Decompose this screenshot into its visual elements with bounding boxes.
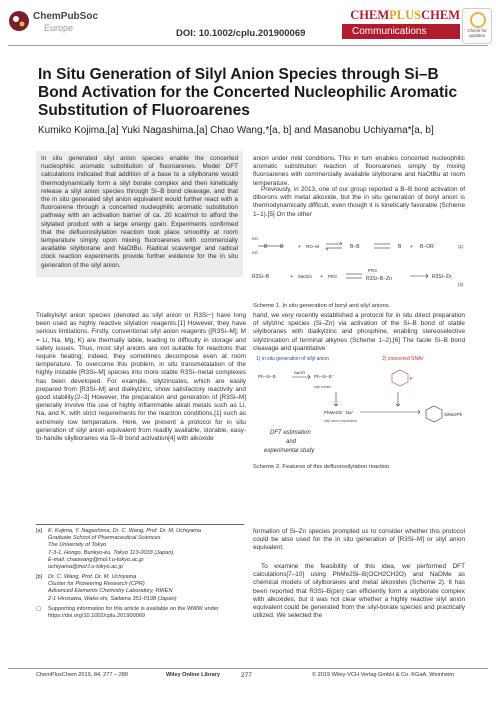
scheme1-p: PR3	[328, 274, 337, 279]
scheme2-caption: Scheme 2. Features of this defluorosilylation reaction.	[253, 464, 391, 470]
scheme1-figure	[250, 232, 470, 294]
svg-text:PhMe2Si⁻ Na⁺: PhMe2Si⁻ Na⁺	[324, 410, 355, 415]
scheme1-zn: Me2Zn	[298, 274, 313, 279]
doi-text[interactable]: DOI: 10.1002/cplu.201900069	[176, 28, 306, 39]
svg-text:R3Si−Zn: R3Si−Zn	[432, 274, 452, 280]
svg-text:B−B: B−B	[350, 244, 360, 250]
svg-text:R3Si−B−Zn: R3Si−B−Zn	[366, 276, 392, 282]
body-paragraph: formation of Si–Zn species prompted us to consider whether this protocol could be also used for the in situ generation of [R3Si–M] or silyl anion equivalent.	[253, 528, 465, 552]
header-divider	[8, 45, 488, 46]
scheme2-label1: 1) in situ generation of silyl anion	[256, 356, 329, 362]
journal-name: CHEMPLUSCHEM	[350, 8, 460, 22]
footer-divider	[8, 668, 488, 669]
svg-text:B: B	[264, 244, 268, 250]
body-paragraph: Previously, in 2013, one of our group reported a B–B bond activation of diborons with metal alkoxide, but the in situ generation of boryl anion is thermodynamically difficult, even though it is kinetically favorable (Scheme 1–1).[5] On the other	[253, 186, 465, 218]
svg-text:PR3: PR3	[368, 268, 377, 273]
page-number: 277	[241, 672, 252, 679]
svg-text:B: B	[280, 244, 284, 250]
scheme1-ro: RO	[252, 236, 258, 241]
affiliation-tag: [a]	[36, 528, 43, 534]
affiliation-divider	[36, 524, 244, 525]
footer-library-link[interactable]: Wiley Online Library	[166, 672, 221, 678]
supporting-info-icon: ▢	[36, 606, 42, 612]
scheme2-dft2: and	[286, 439, 297, 445]
svg-text:+: +	[290, 274, 293, 280]
svg-text:RO: RO	[252, 250, 258, 255]
scheme1-eq2-label: (2)	[458, 282, 464, 287]
scheme2-dft3: experimental study	[264, 448, 315, 454]
scheme2-reagent: NaOR	[294, 370, 306, 375]
footer-copyright: © 2019 Wiley-VCH Verlag GmbH & Co. KGaA, Weinheim	[312, 672, 455, 678]
svg-text:SiMe2Ph: SiMe2Ph	[444, 412, 463, 417]
affiliation-a: K. Kojima, Y. Nagashima, Dr. C. Wang, Prof. Dr. M. Uchiyama Graduate School of Pharmaceutical Sciences The University of Tokyo 7-3-1, Hongo, Bunkyo-ku, Tokyo 113-0033 (Japan) E-mail: chaowang@mol.f.u-tokyo.ac.jp uchiyama@mol.f.u-tokyo.ac.jp	[48, 528, 202, 571]
svg-text:+: +	[298, 244, 301, 250]
check-updates-label: Check for updates	[467, 28, 487, 38]
affiliations	[36, 528, 246, 620]
body-paragraph: To examine the feasibility of this idea, we performed DFT calculations[7–10] using PhMe2Si–B(OCH2CH2O) and NaOMe as chemical models of silylboranes and metal alkoxides (Scheme 2). It has been reported that R3Si–B(pin) can efficiently form a silylborate complex with alkoxides, but it was not clear whether a highly reactive silyl anion equivalent could be generated from the silyl-borate species and practically utilized. We selected the	[253, 563, 465, 620]
svg-text:+: +	[410, 244, 413, 250]
svg-text:+: +	[320, 274, 323, 280]
supporting-info-link[interactable]: Supporting information for this article is available on the WWW under https://doi.org/10.1002/cplu.201900069	[48, 606, 219, 620]
check-updates-icon	[470, 12, 486, 28]
body-paragraph: hand, we very recently established a protocol for in situ direct preparation of silylzinc species (Si–Zn) via activation of the Si–B bond of stable silylboranes with dialkylzinc and phosphine, enabling stereoselective silylzincation of terminal alkynes (Scheme 1–2).[6] The facile Si–B bond cleavage and quantitative	[253, 312, 465, 352]
chempubsoc-logo-icon	[8, 10, 30, 32]
scheme1-caption: Scheme 1. In situ generation of boryl and silyl anions.	[253, 303, 391, 309]
body-paragraph: anion under mild conditions. This in turn enables concerted nucleophilic aromatic substitution reaction of fluoroarenes simply by mixing fluoroarenes with commercially available silylborane and NaOtBu at room temperature.	[253, 155, 465, 187]
svg-text:B: B	[398, 244, 402, 250]
check-updates-button[interactable]	[462, 8, 492, 44]
abstract: In situ generated silyl anion species enable the concerted nucleophilic aromatic substitution of fluoroarenes. Model DFT calculations indicated that addition of a base to a silylborane would thermodynamically form a silyl borate complex and then kinetically release a silyl anion species through Si–B bond cleavage, and that the in situ generated silyl anion equivalent would further react with a fluoroarene through a concerted nucleophilic aromatic substitution pathway with an activation barrier of ca. 20 kcal/mol to afford the silylated product with a large energy gain. Experiments confirmed that the defluorosilylation reaction took place smoothly at room temperature simply upon mixing fluoroarenes with commercially available silylborane and NaOtBu. Radical scavenger and radical clock reaction experiments provide further evidence for the in situ generation of the silyl anion.	[36, 151, 243, 277]
affiliation-tag: [b]	[36, 574, 43, 580]
article-title: In Situ Generation of Silyl Anion Species through Si–B Bond Activation for the Concerted Nucleophilic Aromatic Substitution of Fluoroarenes	[38, 66, 458, 119]
svg-text:Ph−Si−B: Ph−Si−B	[258, 374, 276, 379]
journal-section: Communications	[342, 24, 460, 39]
scheme2-label2: 2) concerted SNAr	[382, 356, 424, 362]
logo-line2: Europe	[44, 23, 74, 33]
scheme2-borate-label: silyl borate	[314, 385, 332, 389]
svg-text:R3Si−B: R3Si−B	[252, 274, 270, 280]
scheme2-figure	[250, 352, 472, 458]
affiliation-b: Dr. C. Wang, Prof. Dr. M. Uchiyama Cluster for Pioneering Research (CPR) Advanced Elements Chemistry Laboratory, RIKEN 2-1 Hirosawa, Wako-shi, Saitama 351-0198 (Japan)	[48, 574, 177, 602]
scheme2-anion-label: silyl anion equivalent	[324, 419, 358, 423]
svg-text:F: F	[410, 376, 413, 381]
publisher-logo	[8, 8, 118, 36]
scheme1-eq1-label: (1)	[458, 244, 464, 249]
svg-text:Ph−Si−B⁻: Ph−Si−B⁻	[314, 374, 335, 379]
body-paragraph: Trialkylsilyl anion species (denoted as silyl anion or R3Si−) have long been used as highly reactive silylation reagents.[1] However, they have serious limitations. Firstly, conventional silyl anion reagents ([R3Si–M]; M = Li, Na, Mg, K) are thermally labile, leading to difficulty in storage and safety issues. Thus, most silyl anions are not suitable for reactions that require heating; indeed, they sometimes decompose even at room temperature. To overcome this problem, in situ transmetalation of the highly instable [R3Si–M] species into more stable R3Si–metal complexes has been developed. For example, silylzincates, which are easily prepared from [R3Si–M] and dialkylzinc, show satisfactory reactivity and good stability.[2–3] However, the preparation and generation of [R3Si–M] generally involve the use of highly inflammable alkali metals such as Li, Na, and K, with strict requirements for the reaction conditions,[1] such as extremely low temperature. Here, we present a protocol for in situ generation of silyl anion equivalent from readily available, storable, easy-to-handle silylboranes via Si–B bond activation[4] with alkoxide	[36, 312, 246, 443]
author-list: Kumiko Kojima,[a] Yuki Nagashima,[a] Chao Wang,*[a, b] and Masanobu Uchiyama*[a, b]	[38, 125, 434, 136]
scheme2-dft1: DFT estimation	[270, 430, 311, 436]
footer-citation: ChemPlusChem 2019, 84, 277 – 280	[36, 672, 129, 678]
logo-line1: ChemPubSoc	[33, 11, 99, 22]
journal-banner	[342, 8, 460, 40]
scheme1-rom: RO−M	[306, 244, 320, 249]
svg-text:B−OR: B−OR	[420, 244, 434, 250]
